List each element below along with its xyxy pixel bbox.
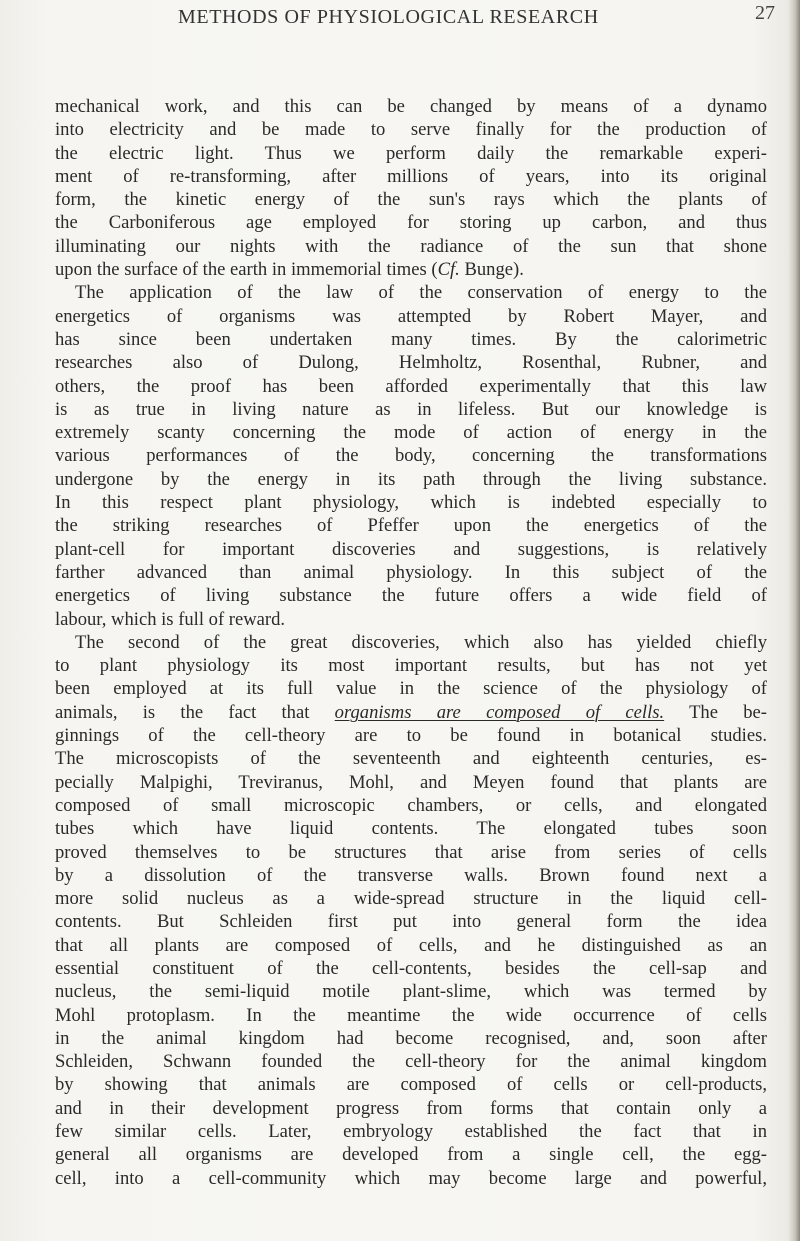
text-line: by showing that animals are composed of cells or cell-products, xyxy=(55,1074,767,1096)
text-line: few similar cells. Later, embryology established the fact that in xyxy=(55,1121,767,1143)
text-line: into electricity and be made to serve finally for the production of xyxy=(55,119,767,141)
text-line: Mohl protoplasm. In the meantime the wide occurrence of cells xyxy=(55,1004,767,1026)
cf-after: Bunge). xyxy=(459,259,524,281)
page-edge-shadow xyxy=(788,0,800,1241)
text-line: researches also of Dulong, Helmholtz, Rosenthal, Rubner, and xyxy=(55,352,767,374)
text-line: and in their development progress from forms that contain only a xyxy=(55,1097,767,1119)
text-line: The application of the law of the conservation of energy to the xyxy=(75,282,767,304)
text-line: ginnings of the cell-theory are to be found in botanical studies. xyxy=(55,725,767,747)
text-line: composed of small microscopic chambers, or cells, and elongated xyxy=(55,794,767,816)
text-line: ment of re-transforming, after millions of years, into its original xyxy=(55,165,767,187)
text-line: energetics of organisms was attempted by Robert Mayer, and xyxy=(55,305,767,327)
text-line: that all plants are composed of cells, and he distinguished as an xyxy=(55,934,767,956)
text-line: the striking researches of Pfeffer upon the energetics of the xyxy=(55,515,767,537)
text-line: the Carboniferous age employed for storing up carbon, and thus xyxy=(55,212,767,234)
page-header xyxy=(0,2,800,32)
line-end: The be- xyxy=(664,701,767,723)
text-line-emphasis xyxy=(55,701,767,724)
cf-italic: Cf. xyxy=(437,259,460,281)
text-line: others, the proof has been afforded experimentally that this law xyxy=(55,375,767,397)
body-text xyxy=(55,95,767,1190)
text-line: The microscopists of the seventeenth and eighteenth centuries, es- xyxy=(55,748,767,770)
running-head: METHODS OF PHYSIOLOGICAL RESEARCH xyxy=(178,6,599,28)
cf-before: upon the surface of the earth in immemorial times ( xyxy=(55,259,438,281)
text-line: mechanical work, and this can be changed by means of a dynamo xyxy=(55,96,767,117)
text-line: to plant physiology its most important results, but has not yet xyxy=(55,655,767,677)
text-line: Schleiden, Schwann founded the cell-theory for the animal kingdom xyxy=(55,1051,767,1073)
text-line: proved themselves to be structures that arise from series of cells xyxy=(55,841,767,863)
text-line: undergone by the energy in its path through the living substance. xyxy=(55,468,767,490)
text-line: general all organisms are developed from a single cell, the egg- xyxy=(55,1144,767,1166)
emphasized-phrase: organisms are composed of cells. xyxy=(334,701,665,723)
text-line: energetics of living substance the future offers a wide field of xyxy=(55,585,767,607)
text-line: the electric light. Thus we perform daily the remarkable experi- xyxy=(55,142,767,164)
text-line: cell, into a cell-community which may become large and powerful, xyxy=(55,1167,767,1189)
text-line: illuminating our nights with the radiance of the sun that shone xyxy=(55,235,767,257)
text-line: The second of the great discoveries, which also has yielded chiefly xyxy=(75,631,767,653)
text-line: form, the kinetic energy of the sun's rays which the plants of xyxy=(55,189,767,211)
text-line: extremely scanty concerning the mode of action of energy in the xyxy=(55,422,767,444)
text-line: is as true in living nature as in lifeless. But our knowledge is xyxy=(55,398,767,420)
page-number: 27 xyxy=(755,2,775,24)
text-line-cf xyxy=(55,258,767,281)
text-line: has since been undertaken many times. By the calorimetric xyxy=(55,328,767,350)
text-line: pecially Malpighi, Treviranus, Mohl, and Meyen found that plants are xyxy=(55,771,767,793)
text-line: contents. But Schleiden first put into general form the idea xyxy=(55,911,767,933)
text-line: by a dissolution of the transverse walls. Brown found next a xyxy=(55,864,767,886)
text-line: various performances of the body, concerning the transformations xyxy=(55,445,767,467)
text-line: more solid nucleus as a wide-spread structure in the liquid cell- xyxy=(55,888,767,910)
line-start: animals, is the fact that xyxy=(55,701,335,723)
text-line: in the animal kingdom had become recognised, and, soon after xyxy=(55,1027,767,1049)
text-line: labour, which is full of reward. xyxy=(55,608,286,630)
text-line: farther advanced than animal physiology. In this subject of the xyxy=(55,561,767,583)
text-line: plant-cell for important discoveries and suggestions, is relatively xyxy=(55,538,767,560)
text-line: In this respect plant physiology, which is indebted especially to xyxy=(55,492,767,514)
text-line: tubes which have liquid contents. The elongated tubes soon xyxy=(55,818,767,840)
text-line: been employed at its full value in the science of the physiology of xyxy=(55,678,767,700)
text-line: nucleus, the semi-liquid motile plant-slime, which was termed by xyxy=(55,981,767,1003)
text-line: essential constituent of the cell-contents, besides the cell-sap and xyxy=(55,957,767,979)
